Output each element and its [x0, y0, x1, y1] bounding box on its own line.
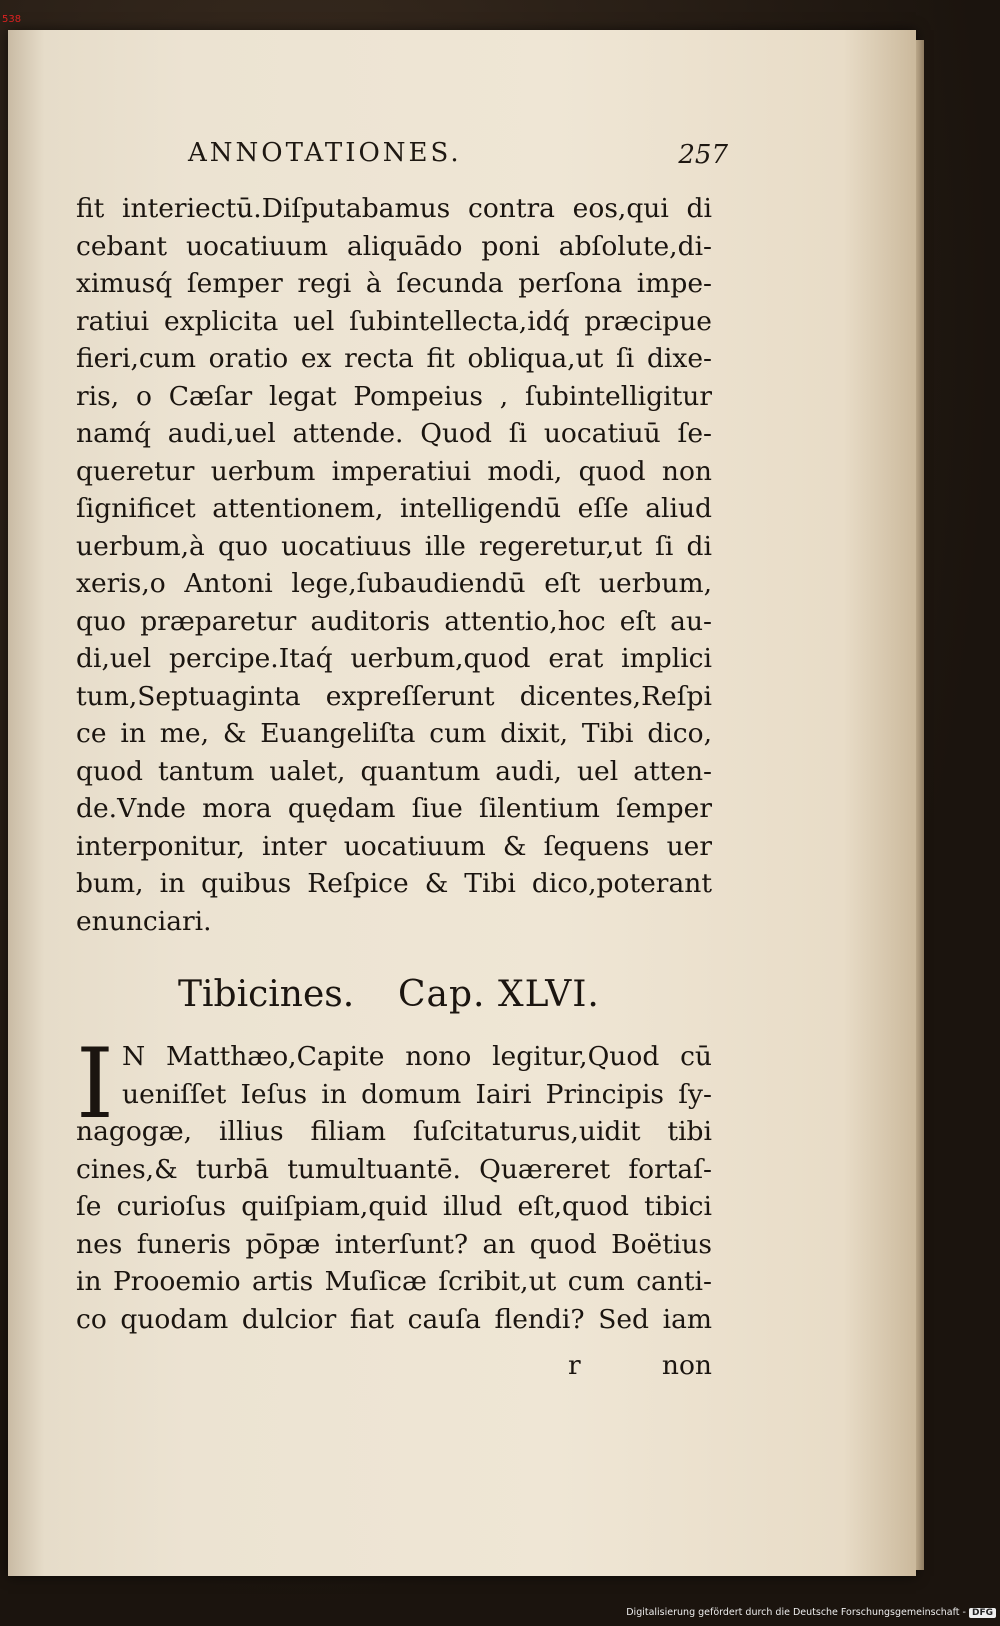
text-line: fieri,cum oratio ex recta fit obliqua,ut ſi dixe-: [76, 343, 712, 374]
running-head: ANNOTATIONES.: [188, 138, 462, 168]
text-line: ratiui explicita uel ſubintellecta,idq́ præcipue: [76, 305, 712, 337]
text-line: quo præparetur auditoris attentio,hoc eſt au-: [76, 605, 712, 637]
digitization-credit: [612, 1607, 996, 1623]
text-line: de.Vnde mora quędam ſiue ſilentium ſemper: [76, 793, 712, 824]
chapter-title: Tibicines.: [178, 974, 355, 1015]
text-line: N Matthæo,Capite nono legitur,Quod cū: [122, 1041, 712, 1072]
text-line: ris, o Cæſar legat Pompeius , ſubintelligitur: [76, 380, 712, 412]
signature-mark: r: [568, 1350, 581, 1381]
text-line: fit interiectū.Diſputabamus contra eos,qui di: [76, 193, 712, 224]
text-line: cebant uocatiuum aliquādo poni abſolute,di-: [76, 230, 712, 262]
text-line: nagogæ, illius filiam ſuſcitaturus,uidit tibi: [76, 1116, 712, 1147]
text-line: uerbum,à quo uocatiuus ille regeretur,ut ſi di: [76, 530, 712, 562]
catchword: non: [661, 1350, 712, 1381]
page-foot-line: [76, 1350, 712, 1386]
scan-id-label: 538: [2, 14, 22, 25]
credit-text: Digitalisierung gefördert durch die Deutsche Forschungsgemeinschaft -: [626, 1607, 966, 1618]
chapter-heading: [178, 974, 698, 1030]
chapter-text: [76, 1028, 712, 1338]
text-line: ſe curioſus quiſpiam,quid illud eſt,quod tibici: [76, 1191, 712, 1222]
dfg-logo: DFG: [969, 1608, 996, 1618]
text-line: nes funeris pōpæ interſunt? an quod Boëtius: [76, 1228, 712, 1260]
text-line: ce in me, & Euangeliſta cum dixit, Tibi dico,: [76, 718, 712, 749]
page-number: 257: [678, 140, 728, 170]
text-line: ximusq́ ſemper regi à ſecunda perſona impe-: [76, 268, 712, 299]
book-page: [8, 30, 916, 1576]
text-line: enunciari.: [76, 905, 212, 937]
text-line: ſignificet attentionem, intelligendū eſſe aliud: [76, 493, 712, 524]
chapter-number: Cap. XLVI.: [398, 974, 600, 1015]
body-text: [76, 190, 712, 940]
page-header: [188, 138, 728, 178]
text-line: namq́ audi,uel attende. Quod ſi uocatiuū ſe-: [76, 418, 712, 449]
text-line: co quodam dulcior fiat cauſa flendi? Sed iam: [76, 1303, 712, 1335]
text-line: in Prooemio artis Muſicæ ſcribit,ut cum canti-: [76, 1266, 712, 1297]
text-line: bum, in quibus Reſpice & Tibi dico,poterant: [76, 868, 712, 899]
text-line: cines,& turbā tumultuantē. Quæreret fortaſ-: [76, 1153, 712, 1185]
text-line: interponitur, inter uocatiuum & ſequens uer: [76, 830, 712, 862]
text-line: quod tantum ualet, quantum audi, uel atten-: [76, 755, 712, 787]
text-line: di,uel percipe.Itaq́ uerbum,quod erat implici: [76, 643, 712, 674]
text-line: ueniſſet Ieſus in domum Iairi Principis ſy-: [122, 1078, 712, 1110]
text-line: tum,Septuaginta expreſſerunt dicentes,Reſpi: [76, 680, 712, 712]
text-line: xeris,o Antoni lege,ſubaudiendū eſt uerbum,: [76, 568, 712, 599]
drop-cap: I: [76, 1028, 114, 1140]
text-line: queretur uerbum imperatiui modi, quod non: [76, 455, 712, 487]
